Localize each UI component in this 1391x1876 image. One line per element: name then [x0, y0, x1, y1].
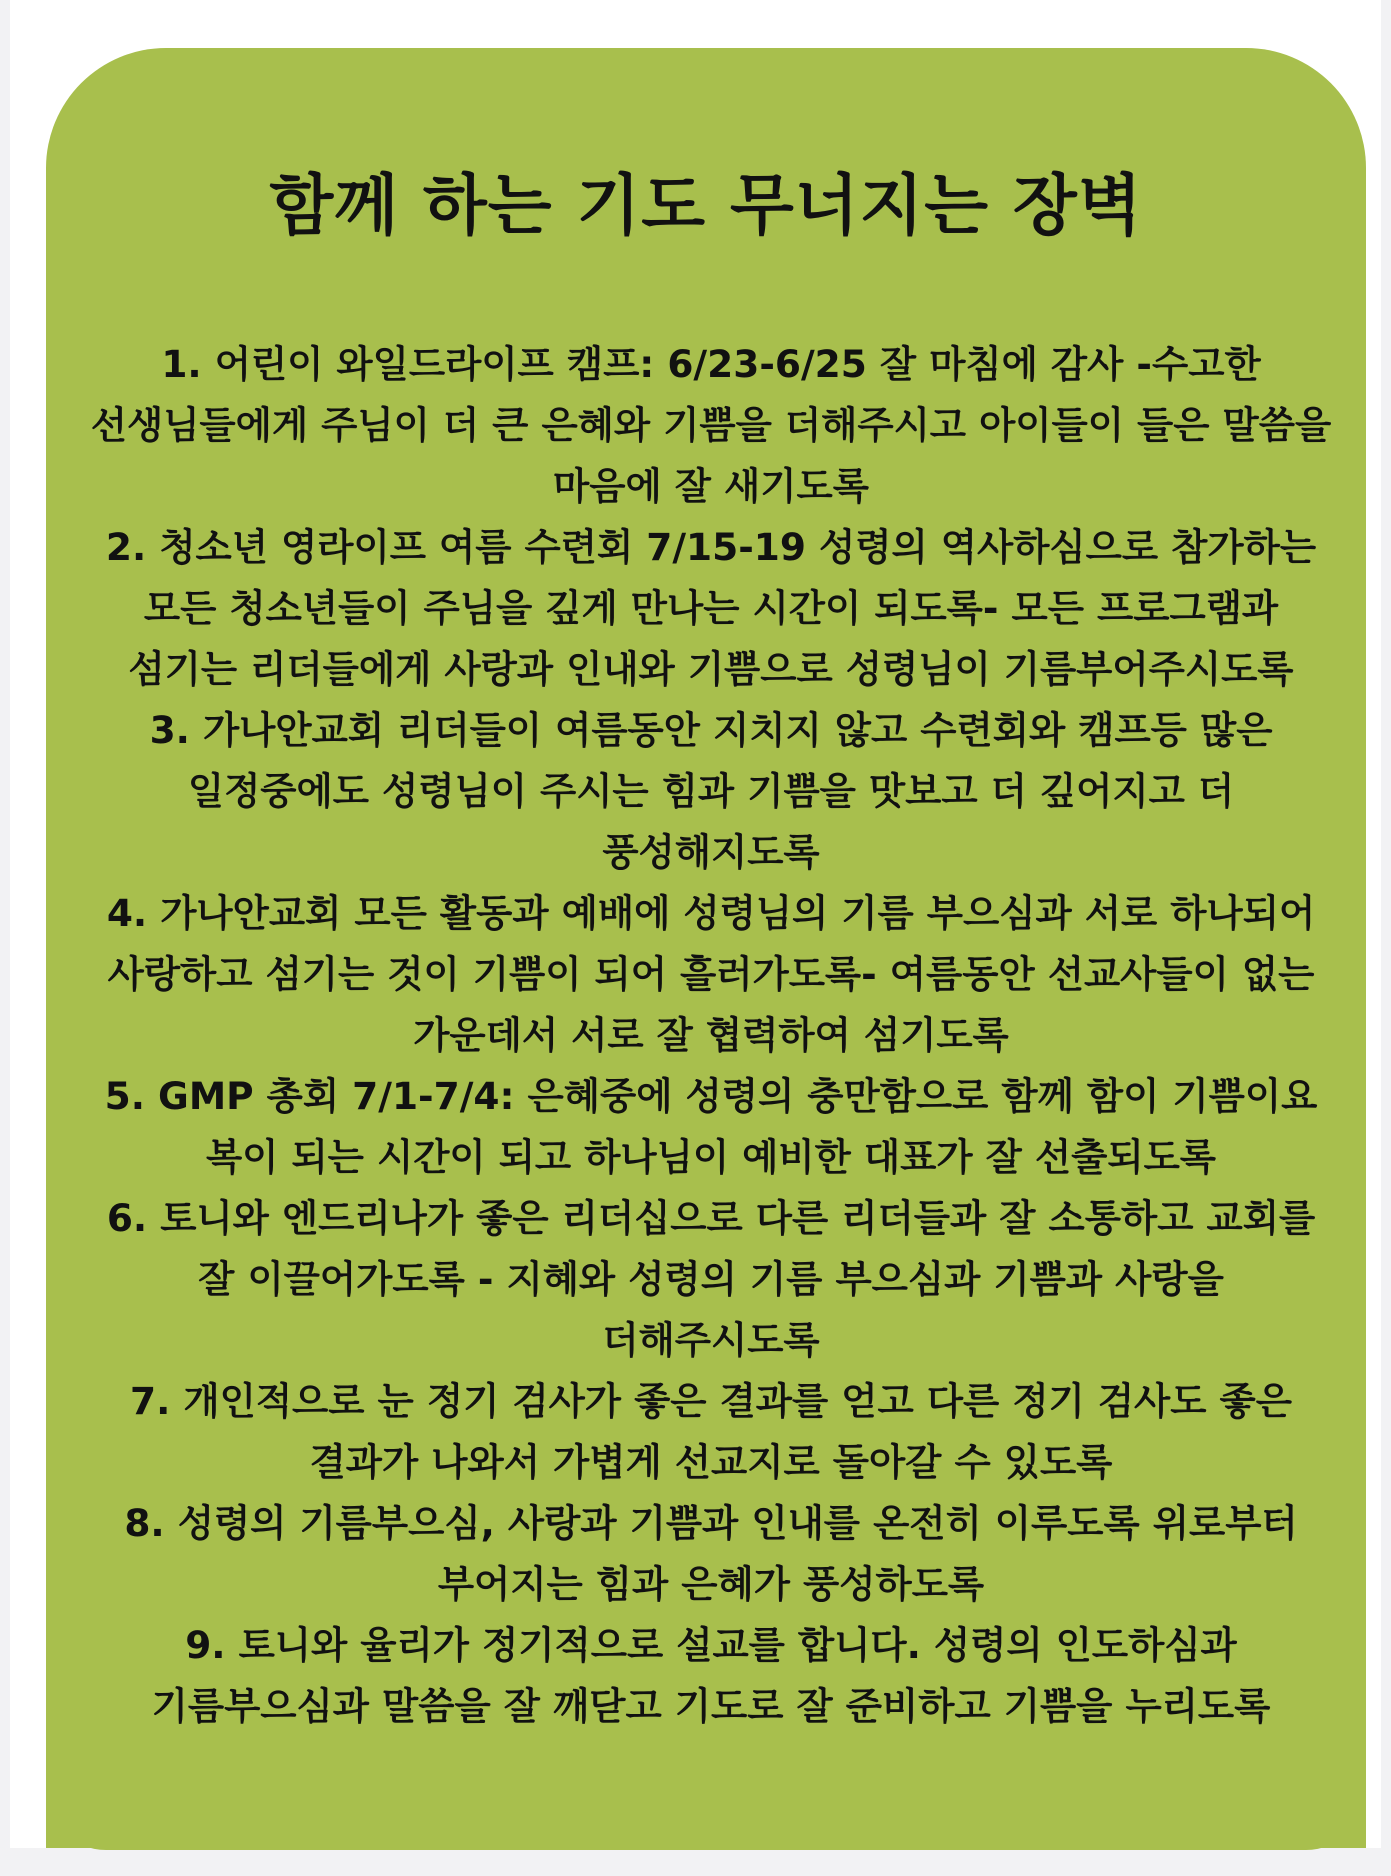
page-title: 함께 하는 기도 무너지는 장벽 [269, 167, 1143, 244]
prayer-item-6: 6. 토니와 엔드리나가 좋은 리더십으로 다른 리더들과 잘 소통하고 교회를 잘 이끌어가도록 - 지혜와 성령의 기름 부으심과 기쁨과 사랑을 더해주시도록 [106, 1196, 1316, 1362]
prayer-item-4: 4. 가나안교회 모든 활동과 예배에 성령님의 기름 부으심과 서로 하나되어 사랑하고 섬기는 것이 기쁨이 되어 흘러가도록- 여름동안 선교사들이 없는 가운데서 서로 잘 협력하여 섬기도록 [106, 891, 1316, 1057]
prayer-item-1: 1. 어린이 와일드라이프 캠프: 6/23-6/25 잘 마침에 감사 -수고한 선생님들에게 주님이 더 큰 은혜와 기쁨을 더해주시고 아이들이 들은 말씀을 마음에 잘 새기도록 [90, 342, 1332, 508]
page-sheet [10, 0, 1381, 1848]
prayer-list [90, 334, 1332, 1737]
prayer-item-7: 7. 개인적으로 눈 정기 검사가 좋은 결과를 얻고 다른 정기 검사도 좋은 결과가 나와서 가볍게 선교지로 돌아갈 수 있도록 [129, 1379, 1293, 1484]
prayer-item-2: 2. 청소년 영라이프 여름 수련회 7/15-19 성령의 역사하심으로 참가하는 모든 청소년들이 주님을 깊게 만나는 시간이 되도록- 모든 프로그램과 섬기는 리더들에게 사랑과 인내와 기쁨으로 성령님이 기름부어주시도록 [105, 525, 1317, 691]
prayer-item-9: 9. 토니와 율리가 정기적으로 설교를 합니다. 성령의 인도하심과 기름부으심과 말씀을 잘 깨닫고 기도로 잘 준비하고 기쁨을 누리도록 [151, 1623, 1271, 1728]
prayer-card [46, 48, 1366, 1848]
prayer-item-8: 8. 성령의 기름부으심, 사랑과 기쁨과 인내를 온전히 이루도록 위로부터 부어지는 힘과 은혜가 풍성하도록 [124, 1501, 1298, 1606]
prayer-item-5: 5. GMP 총회 7/1-7/4: 은혜중에 성령의 충만함으로 함께 함이 기쁨이요 복이 되는 시간이 되고 하나님이 예비한 대표가 잘 선출되도록 [104, 1074, 1318, 1179]
prayer-item-3: 3. 가나안교회 리더들이 여름동안 지치지 않고 수련회와 캠프등 많은 일정중에도 성령님이 주시는 힘과 기쁨을 맛보고 더 깊어지고 더 풍성해지도록 [149, 708, 1273, 874]
